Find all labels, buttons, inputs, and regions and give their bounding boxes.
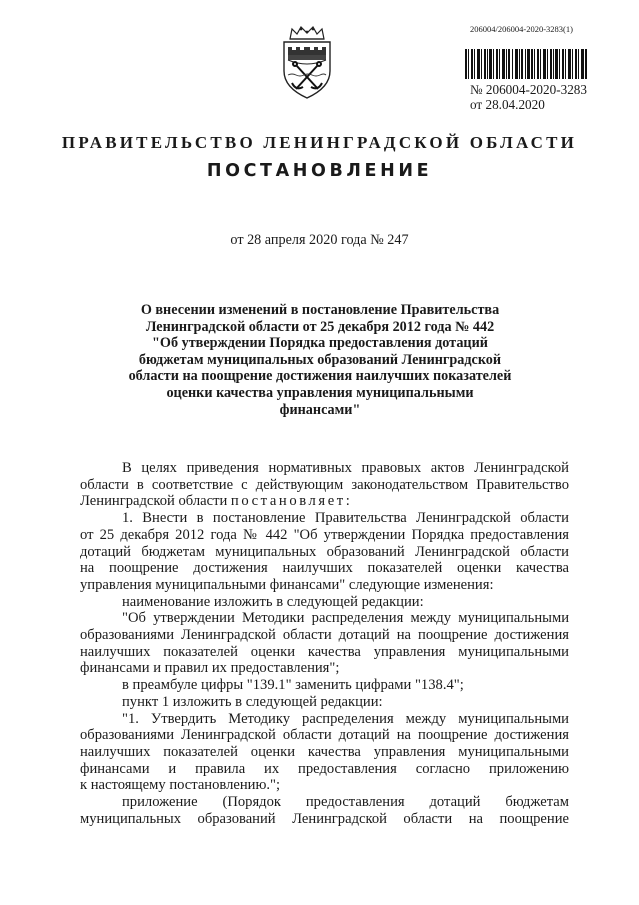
reference-code: 206004/206004-2020-3283(1) — [470, 24, 573, 34]
title-line: финансами" — [279, 401, 361, 418]
title-line: бюджетам муниципальных образований Ленинградской — [138, 351, 502, 368]
coat-of-arms-icon — [278, 25, 336, 101]
body-line: области в соответствие с действующим законодательством Правительство — [80, 476, 569, 493]
body-line: наилучших показателей оценки качества управления муниципальными — [80, 743, 569, 760]
registration-block — [470, 83, 587, 112]
barcode-icon — [465, 49, 587, 79]
resolving-word: постановляет: — [230, 493, 353, 510]
title-line: Ленинградской области от 25 декабря 2012 года № 442 — [145, 318, 495, 335]
body-line: наилучших показателей оценки качества управления муниципальными — [80, 643, 569, 660]
body-line: образованиями Ленинградской области дотаций на поощрение достижения — [80, 727, 569, 744]
title-line: О внесении изменений в постановление Правительства — [140, 302, 500, 318]
body-line: финансами и правила их предоставления согласно приложению — [80, 760, 569, 777]
body-line: "Об утверждении Методики распределения между муниципальными — [122, 610, 569, 627]
document-date-number: от 28 апреля 2020 года № 247 — [230, 232, 409, 248]
body-line: на поощрение достижения наилучших показателей оценки качества — [80, 560, 569, 577]
body-line-part: Ленинградской области — [80, 493, 228, 510]
document-body — [80, 460, 569, 827]
body-line: наименование изложить в следующей редакции: — [122, 593, 424, 610]
title-line: оценки качества управления муниципальными — [166, 384, 474, 401]
body-line: В целях приведения нормативных правовых актов Ленинградской — [122, 460, 569, 476]
body-line: приложение (Порядок предоставления дотаций бюджетам — [122, 794, 569, 811]
body-line: управления муниципальными финансами" следующие изменения: — [80, 576, 494, 593]
body-line: муниципальных образований Ленинградской области на поощрение — [80, 810, 569, 827]
document-type: ПОСТАНОВЛЕНИЕ — [206, 161, 433, 181]
body-line: образованиями Ленинградской области дотаций на поощрение достижения — [80, 627, 569, 644]
body-line: финансами и правил их предоставления"; — [80, 660, 340, 677]
body-line: 1. Внести в постановление Правительства Ленинградской области — [122, 510, 569, 527]
body-line: "1. Утвердить Методику распределения между муниципальными — [122, 710, 569, 727]
body-line: от 25 декабря 2012 года № 442 "Об утверждении Порядка предоставления — [80, 526, 569, 543]
body-line: в преамбуле цифры "139.1" заменить цифрами "138.4"; — [122, 677, 464, 694]
title-line: области на поощрение достижения наилучших показателей — [128, 368, 512, 385]
body-line — [80, 493, 569, 510]
registration-date: от 28.04.2020 — [470, 96, 545, 112]
body-line: дотаций бюджетам муниципальных образований Ленинградской области — [80, 543, 569, 560]
document-title — [90, 302, 550, 418]
body-line: к настоящему постановлению."; — [80, 777, 281, 794]
body-line: пункт 1 изложить в следующей редакции: — [122, 693, 383, 710]
registration-number: № 206004-2020-3283 — [470, 82, 587, 97]
title-line: "Об утверждении Порядка предоставления дотаций — [152, 335, 488, 352]
issuing-authority: ПРАВИТЕЛЬСТВО ЛЕНИНГРАДСКОЙ ОБЛАСТИ — [61, 133, 578, 152]
